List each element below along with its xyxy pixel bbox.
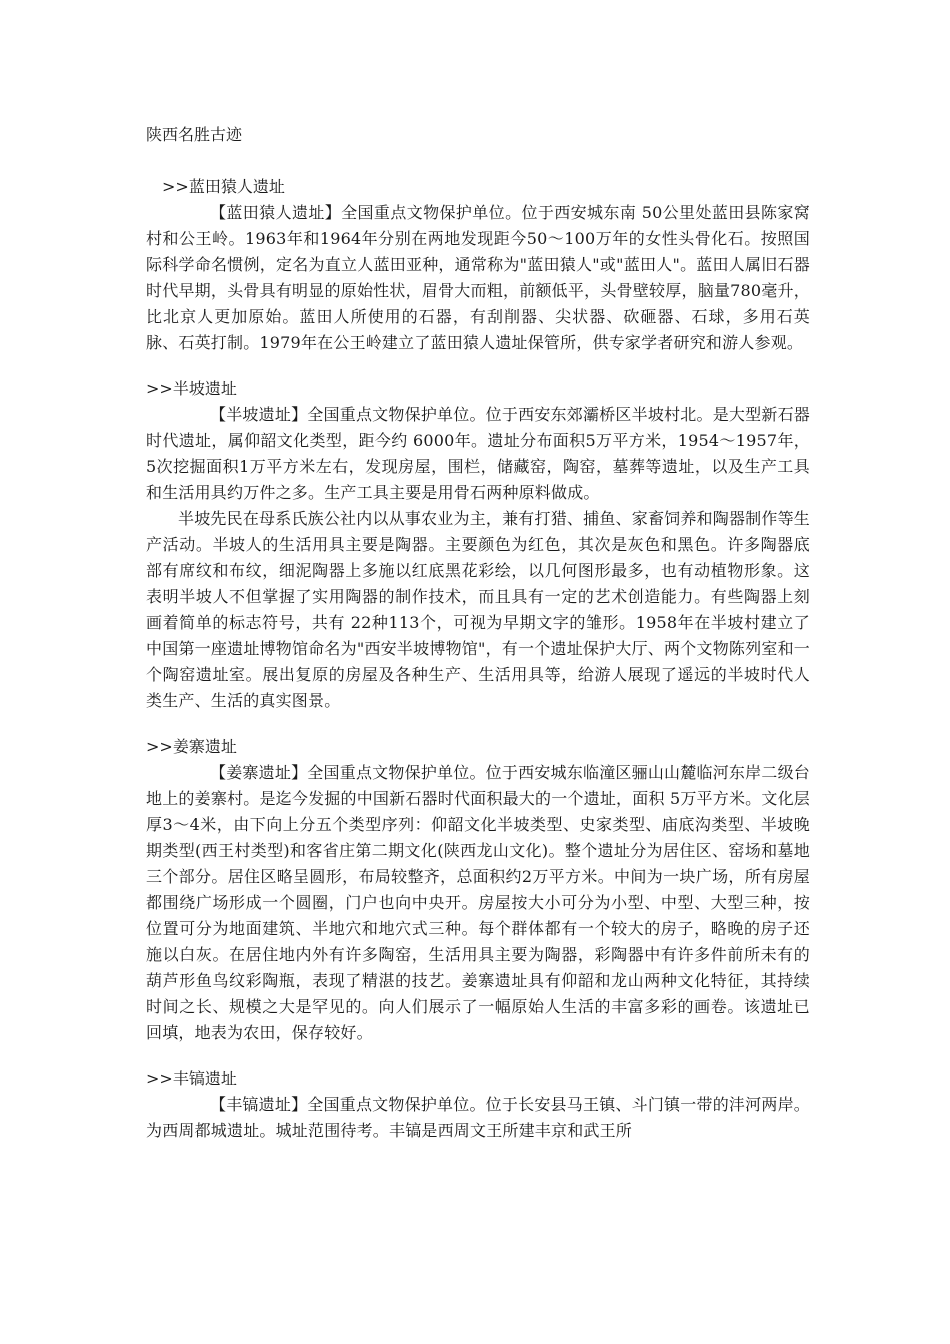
section-jiangzhai — [146, 734, 810, 1046]
section-fenghao — [146, 1066, 810, 1144]
paragraph-banpo-1: 【半坡遗址】全国重点文物保护单位。位于西安东郊灞桥区半坡村北。是大型新石器时代遗址，属仰韶文化类型，距今约 6000年。遗址分布面积5万平方米，1954～1957年，5次挖掘面积1万平方米左右，发现房屋，围栏，储藏窑，陶窑，墓葬等遗址，以及生产工具和生活用具约万件之多。生产工具主要是用骨石两种原料做成。 — [146, 405, 810, 502]
paragraph-fenghao-1: 【丰镐遗址】全国重点文物保护单位。位于长安县马王镇、斗门镇一带的沣河两岸。为西周都城遗址。城址范围待考。丰镐是西周文王所建丰京和武王所 — [146, 1095, 810, 1140]
section-banpo — [146, 376, 810, 714]
paragraph-lantian-1: 【蓝田猿人遗址】全国重点文物保护单位。位于西安城东南 50公里处蓝田县陈家窝村和公王岭。1963年和1964年分别在两地发现距今50～100万年的女性头骨化石。按照国际科学命名惯例，定名为直立人蓝田亚种，通常称为"蓝田猿人"或"蓝田人"。蓝田人属旧石器时代早期，头骨具有明显的原始性状，眉骨大而粗，前额低平，头骨壁较厚，脑量780毫升，比北京人更加原始。蓝田人所使用的石器，有刮削器、尖状器、砍砸器、石球，多用石英脉、石英打制。1979年在公王岭建立了蓝田猿人遗址保管所，供专家学者研究和游人参观。 — [146, 203, 810, 352]
section-lantian — [146, 174, 810, 356]
section-heading-jiangzhai: >>姜寨遗址 — [146, 737, 237, 756]
paragraph-banpo-2: 半坡先民在母系氏族公社内以从事农业为主，兼有打猎、捕鱼、家畜饲养和陶器制作等生产活动。半坡人的生活用具主要是陶器。主要颜色为红色，其次是灰色和黑色。许多陶器底部有席纹和布纹，细泥陶器上多施以红底黑花彩绘，以几何图形最多，也有动植物形象。这表明半坡人不但掌握了实用陶器的制作技术，而且具有一定的艺术创造能力。有些陶器上刻画着简单的标志符号，共有 22种113个，可视为早期文字的雏形。1958年在半坡村建立了中国第一座遗址博物馆命名为"西安半坡博物馆"，有一个遗址保护大厅、两个文物陈列室和一个陶窑遗址室。展出复原的房屋及各种生产、生活用具等，给游人展现了遥远的半坡时代人类生产、生活的真实图景。 — [146, 509, 810, 710]
paragraph-jiangzhai-1: 【姜寨遗址】全国重点文物保护单位。位于西安城东临潼区骊山山麓临河东岸二级台地上的姜寨村。是迄今发掘的中国新石器时代面积最大的一个遗址，面积 5万平方米。文化层厚3～4米，由下向上分五个类型序列：仰韶文化半坡类型、史家类型、庙底沟类型、半坡晚期类型(西王村类型)和客省庄第二期文化(陕西龙山文化)。整个遗址分为居住区、窑场和墓地三个部分。居住区略呈圆形，布局较整齐，总面积约2万平方米。中间为一块广场，所有房屋都围绕广场形成一个圆圈，门户也向中央开。房屋按大小可分为小型、中型、大型三种，按位置可分为地面建筑、半地穴和地穴式三种。每个群体都有一个较大的房子，略晚的房子还施以白灰。在居住地内外有许多陶窑，生活用具主要为陶器，彩陶器中有许多件前所未有的葫芦形鱼鸟纹彩陶瓶，表现了精湛的技艺。姜寨遗址具有仰韶和龙山两种文化特征，其持续时间之长、规模之大是罕见的。向人们展示了一幅原始人生活的丰富多彩的画卷。该遗址已回填，地表为农田，保存较好。 — [146, 763, 810, 1042]
section-heading-banpo: >>半坡遗址 — [146, 379, 237, 398]
section-heading-lantian: >>蓝田猿人遗址 — [162, 177, 285, 196]
section-heading-fenghao: >>丰镐遗址 — [146, 1069, 237, 1088]
document-title: 陕西名胜古迹 — [146, 125, 243, 144]
document-page — [146, 122, 810, 1164]
